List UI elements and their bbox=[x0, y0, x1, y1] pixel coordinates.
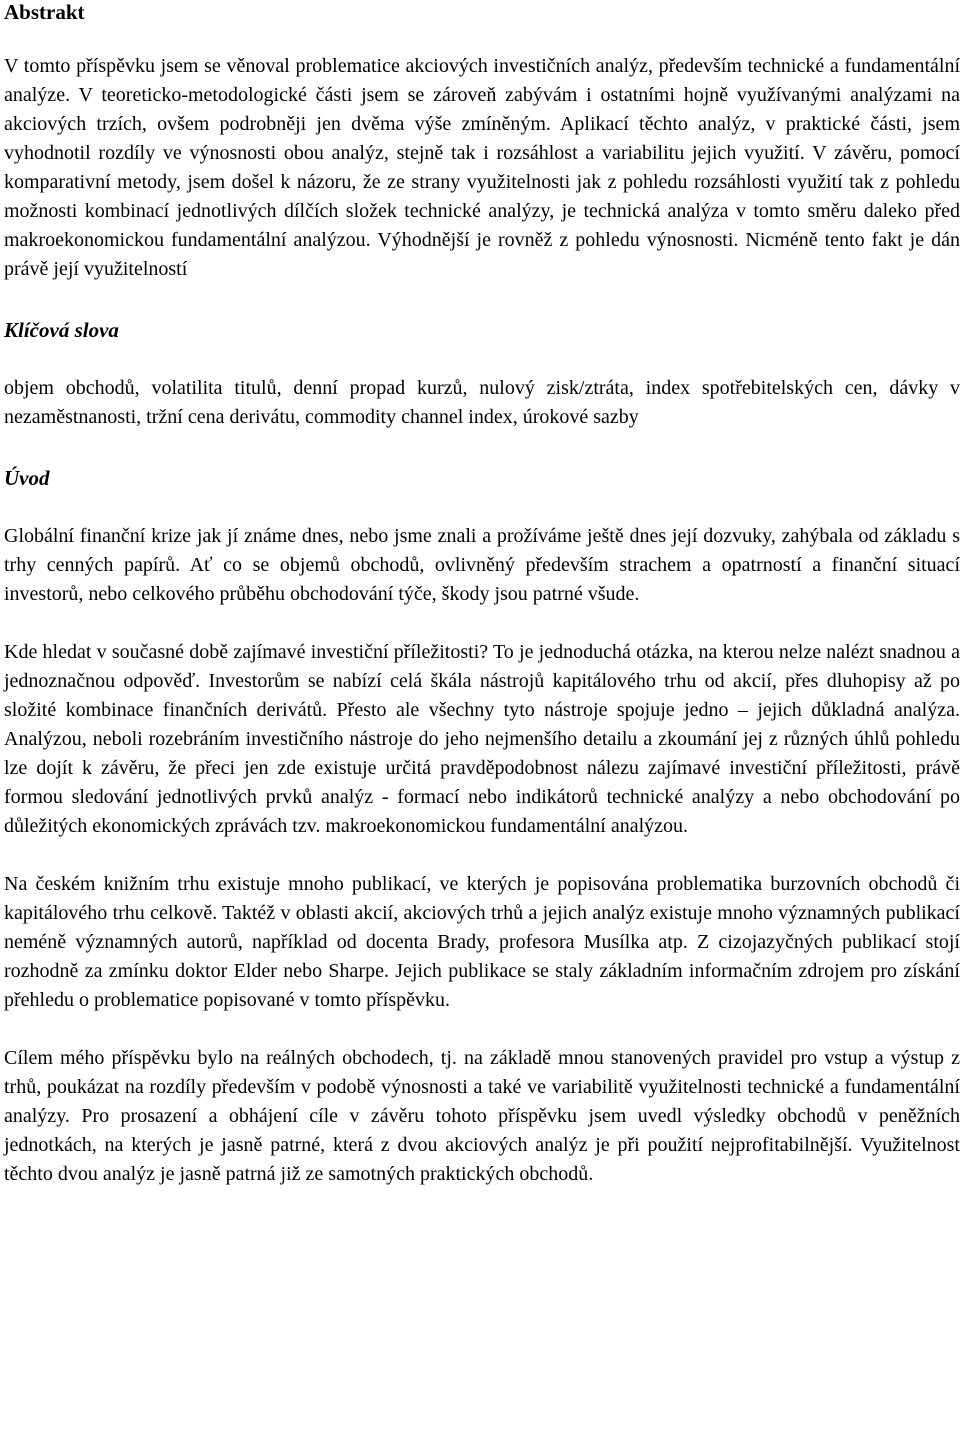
intro-heading: Úvod bbox=[4, 466, 50, 490]
document-page bbox=[4, 0, 960, 1189]
intro-paragraph: Cílem mého příspěvku bylo na reálných obchodech, tj. na základě mnou stanovených pravidel pro vstup a výstup z trhů, poukázat na rozdíly především v podobě výnosnosti a také ve variabilitě využitelnosti technické a fundamentální analýzy. Pro prosazení a obhájení cíle v závěru tohoto příspěvku jsem uvedl výsledky obchodů v peněžních jednotkách, na kterých je jasně patrné, která z dvou akciových analýz je při použití nejprofitabilnější. Využitelnost těchto dvou analýz je jasně patrná již ze samotných praktických obchodů. bbox=[4, 1047, 960, 1185]
intro-paragraph: Na českém knižním trhu existuje mnoho publikací, ve kterých je popisována problematika burzovních obchodů či kapitálového trhu celkově. Taktéž v oblasti akcií, akciových trhů a jejich analýz existuje mnoho významných publikací neméně významných autorů, například od docenta Brady, profesora Musílka atp. Z cizojazyčných publikací stojí rozhodně za zmínku doktor Elder nebo Sharpe. Jejich publikace se staly základním informačním zdrojem pro získání přehledu o problematice popisované v tomto příspěvku. bbox=[4, 873, 960, 1011]
keywords-heading: Klíčová slova bbox=[4, 318, 119, 342]
keywords-paragraph: objem obchodů, volatilita titulů, denní propad kurzů, nulový zisk/ztráta, index spotřebitelských cen, dávky v nezaměstnanosti, tržní cena derivátu, commodity channel index, úrokové sazby bbox=[4, 377, 960, 428]
intro-paragraph: Globální finanční krize jak jí známe dnes, nebo jsme znali a prožíváme ještě dnes její dozvuky, zahýbala od základu s trhy cenných papírů. Ať co se objemů obchodů, ovlivněný především strachem a opatrností a finanční situací investorů, nebo celkového průběhu obchodování týče, škody jsou patrné všude. bbox=[4, 525, 960, 605]
abstract-heading: Abstrakt bbox=[4, 0, 85, 24]
intro-paragraph: Kde hledat v současné době zajímavé investiční příležitosti? To je jednoduchá otázka, na kterou nelze nalézt snadnou a jednoznačnou odpověď. Investorům se nabízí celá škála nástrojů kapitálového trhu od akcií, přes dluhopisy až po složité kombinace finančních derivátů. Přesto ale všechny tyto nástroje spojuje jedno – jejich důkladná analýza. Analýzou, neboli rozebráním investičního nástroje do jeho nejmenšího detailu a zkoumání jej z různých úhlů pohledu lze dojít k závěru, že přeci jen zde existuje určitá pravděpodobnost nálezu zajímavé investiční příležitosti, právě formou sledování jednotlivých prvků analýz - formací nebo indikátorů technické analýzy a nebo obchodování po důležitých ekonomických zprávách tzv. makroekonomickou fundamentální analýzou. bbox=[4, 641, 960, 837]
abstract-paragraph: V tomto příspěvku jsem se věnoval problematice akciových investičních analýz, především technické a fundamentální analýze. V teoreticko-metodologické části jsem se zároveň zabývám i ostatními hojně využívanými analýzami na akciových trzích, ovšem podrobněji jen dvěma výše zmíněným. Aplikací těchto analýz, v praktické části, jsem vyhodnotil rozdíly ve výnosnosti obou analýz, stejně tak i rozsáhlost a variabilitu jejich využití. V závěru, pomocí komparativní metody, jsem došel k názoru, že ze strany využitelnosti jak z pohledu rozsáhlosti využití tak z pohledu možnosti kombinací jednotlivých dílčích složek technické analýzy, je technická analýza v tomto směru daleko před makroekonomickou fundamentální analýzou. Výhodnější je rovněž z pohledu výnosnosti. Nicméně tento fakt je dán právě její využitelností bbox=[4, 55, 960, 280]
